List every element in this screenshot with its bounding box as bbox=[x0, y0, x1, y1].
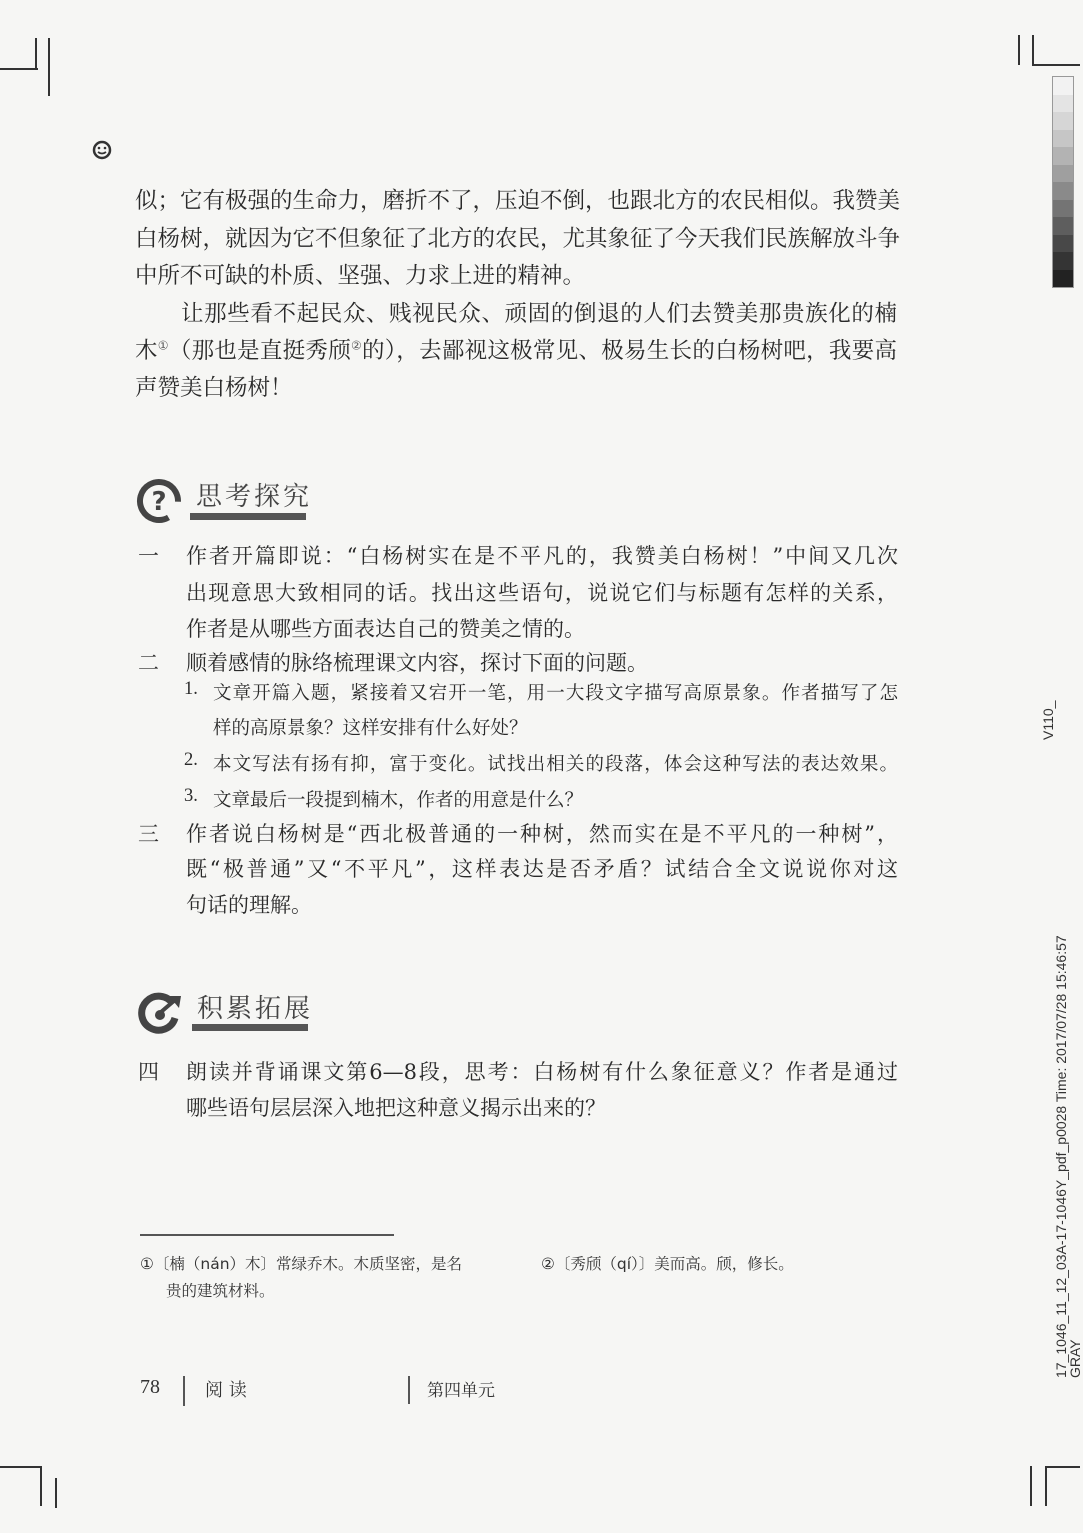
footnote-divider bbox=[140, 1234, 394, 1236]
text: （那也是直挺秀颀 bbox=[168, 338, 351, 364]
section-title: 思考探究 bbox=[196, 482, 313, 512]
footnote-ref-1[interactable]: ① bbox=[157, 338, 169, 353]
text-line: 既“极普通”又“不平凡”，这样表达是否矛盾？试结合全文说说你对这 bbox=[186, 857, 898, 881]
crop-mark bbox=[1045, 1466, 1080, 1468]
text-line: 白杨树，就因为它不但象征了北方的农民，尤其象征了今天我们民族解放斗争 bbox=[135, 226, 901, 252]
footer-divider bbox=[408, 1376, 410, 1404]
crop-mark bbox=[40, 1466, 42, 1506]
text-line: 朗读并背诵课文第6—8段，思考：白杨树有什么象征意义？作者是通过 bbox=[186, 1060, 898, 1084]
question-number: 三 bbox=[138, 822, 159, 846]
text-line: 文章开篇入题，紧接着又宕开一笔，用一大段文字描写高原景象。作者描写了怎 bbox=[213, 684, 898, 704]
crop-mark bbox=[55, 1478, 57, 1508]
print-job-info: 17_1046_11_12_03A-17-1046Y_pdf_p0028 Time: 2017/07/28 15:46:57 bbox=[1053, 935, 1069, 1378]
crop-mark bbox=[1045, 1466, 1047, 1506]
color-mode-mark: GRAY bbox=[1067, 1339, 1083, 1378]
text-line: 顺着感情的脉络梳理课文内容，探讨下面的问题。 bbox=[186, 651, 648, 675]
text: 木 bbox=[135, 338, 158, 364]
crop-mark bbox=[0, 1466, 40, 1468]
question-mark-icon bbox=[136, 478, 182, 528]
crop-mark bbox=[1018, 35, 1020, 65]
text-line: 声赞美白杨树！ bbox=[135, 375, 293, 401]
crop-mark bbox=[1032, 64, 1080, 66]
text-line: 让那些看不起民众、贱视民众、顽固的倒退的人们去赞美那贵族化的楠 bbox=[181, 301, 897, 327]
version-mark: V110_ bbox=[1040, 700, 1056, 740]
section-underline bbox=[192, 1024, 308, 1031]
footnote-ref-2[interactable]: ② bbox=[350, 338, 363, 353]
question-number: 一 bbox=[138, 544, 159, 568]
svg-text:?: ? bbox=[151, 487, 167, 517]
question-number: 二 bbox=[138, 651, 159, 675]
text-line: 出现意思大致相同的话。找出这些语句，说说它们与标题有怎样的关系， bbox=[186, 581, 898, 605]
text-line: 句话的理解。 bbox=[186, 893, 312, 917]
page-number: 78 bbox=[140, 1376, 160, 1398]
footer-section: 阅 读 bbox=[205, 1380, 247, 1401]
crop-mark bbox=[0, 68, 38, 70]
crop-mark bbox=[1032, 35, 1034, 65]
text: 的），去鄙视这极常见、极易生长的白杨树吧，我要高 bbox=[362, 338, 897, 364]
footer-unit: 第四单元 bbox=[427, 1381, 495, 1401]
text-line: 似；它有极强的生命力，磨折不了，压迫不倒，也跟北方的农民相似。我赞美 bbox=[135, 188, 901, 214]
crop-mark bbox=[48, 38, 50, 96]
sub-question-number: 2. bbox=[184, 750, 198, 770]
footnote-1: ①〔楠（nán）木〕常绿乔木。木质坚密，是名 bbox=[140, 1255, 463, 1273]
section-underline bbox=[190, 513, 306, 520]
text-line: 样的高原景象？这样安排有什么好处？ bbox=[213, 719, 528, 739]
footer-divider bbox=[183, 1376, 185, 1406]
text-line: 中所不可缺的朴质、坚强、力求上进的精神。 bbox=[135, 263, 586, 289]
sub-question-number: 3. bbox=[184, 786, 198, 806]
text-line: 作者说白杨树是“西北极普通的一种树，然而实在是不平凡的一种树”， bbox=[186, 822, 898, 846]
crop-mark bbox=[35, 38, 37, 70]
grayscale-calibration-strip bbox=[1052, 76, 1074, 288]
refresh-arrow-icon bbox=[137, 990, 183, 1040]
sub-question-number: 1. bbox=[184, 679, 198, 699]
smile-icon bbox=[92, 140, 112, 164]
text-line: 本文写法有扬有抑，富于变化。试找出相关的段落，体会这种写法的表达效果。 bbox=[213, 755, 898, 775]
crop-mark bbox=[1030, 1466, 1032, 1506]
section-title: 积累拓展 bbox=[197, 994, 314, 1024]
text-line: 作者是从哪些方面表达自己的赞美之情的。 bbox=[186, 617, 585, 641]
text-line: 哪些语句层层深入地把这种意义揭示出来的？ bbox=[186, 1096, 606, 1120]
question-number: 四 bbox=[138, 1060, 159, 1084]
text-line bbox=[135, 333, 897, 365]
footnote-1-cont: 贵的建筑材料。 bbox=[166, 1282, 275, 1300]
text-line: 作者开篇即说：“白杨树实在是不平凡的，我赞美白杨树！”中间又几次 bbox=[186, 544, 898, 568]
text-line: 文章最后一段提到楠木，作者的用意是什么？ bbox=[213, 791, 584, 811]
footnote-2: ②〔秀颀（qí）〕美而高。颀，修长。 bbox=[541, 1255, 794, 1273]
